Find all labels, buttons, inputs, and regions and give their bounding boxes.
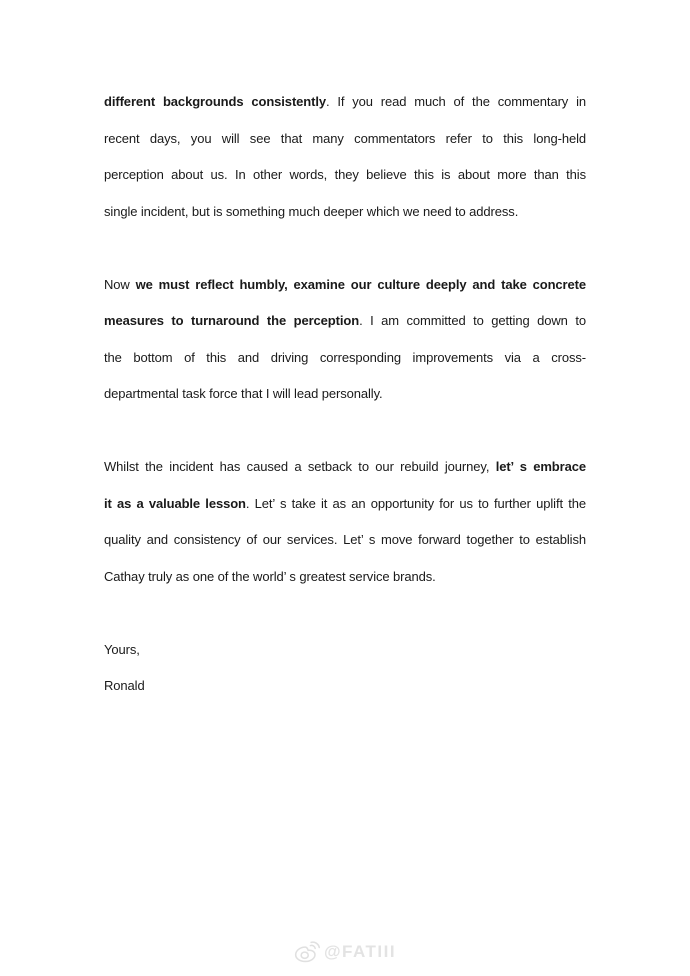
text-line — [104, 559, 586, 596]
signature-block — [104, 632, 586, 705]
body-text: recent days, you will see that many commentators refer to this long-held — [104, 130, 586, 146]
text-line — [104, 376, 586, 413]
text-line — [104, 267, 586, 304]
signature-name: Ronald — [104, 678, 145, 693]
paragraph — [104, 84, 586, 230]
weibo-icon — [294, 941, 321, 963]
bold-text: it as a valuable lesson — [104, 495, 246, 511]
body-text: the bottom of this and driving corresponding improvements via a cross- — [104, 349, 586, 365]
body-text: perception about us. In other words, they believe this is about more than this — [104, 167, 586, 182]
bold-text: we must reflect humbly, examine our culture deeply and take concrete — [135, 276, 586, 292]
body-text: . If you read much of the commentary in — [326, 94, 586, 109]
body-text: quality and consistency of our services. Let’ s move forward together to establish — [104, 532, 586, 547]
bold-text: let’ s embrace — [495, 459, 586, 474]
text-line — [104, 522, 586, 559]
body-text: Now — [104, 276, 136, 292]
text-line — [104, 157, 586, 194]
text-line — [104, 194, 586, 231]
text-line — [104, 340, 586, 377]
body-text: . Let’ s take it as an opportunity for us to further uplift the — [245, 495, 586, 511]
letter-body — [104, 84, 586, 705]
body-text: departmental task force that I will lead personally. — [104, 386, 383, 401]
text-line — [104, 303, 586, 340]
text-line — [104, 486, 586, 523]
text-line — [104, 449, 586, 486]
bold-text: different backgrounds consistently — [104, 94, 327, 109]
text-line — [104, 121, 586, 158]
paragraph — [104, 267, 586, 413]
body-text: Cathay truly as one of the world’ s greatest service brands. — [104, 568, 436, 584]
body-text: single incident, but is something much deeper which we need to address. — [104, 203, 519, 219]
bold-text: measures to turnaround the perception — [104, 313, 360, 328]
paragraph — [104, 449, 586, 595]
signature-closing: Yours, — [104, 641, 140, 657]
watermark — [0, 941, 690, 963]
watermark-handle: @FATIII — [323, 942, 397, 961]
body-text: Whilst the incident has caused a setback to our rebuild journey, — [104, 459, 496, 474]
body-text: . I am committed to getting down to — [359, 313, 586, 328]
text-line — [104, 84, 586, 121]
